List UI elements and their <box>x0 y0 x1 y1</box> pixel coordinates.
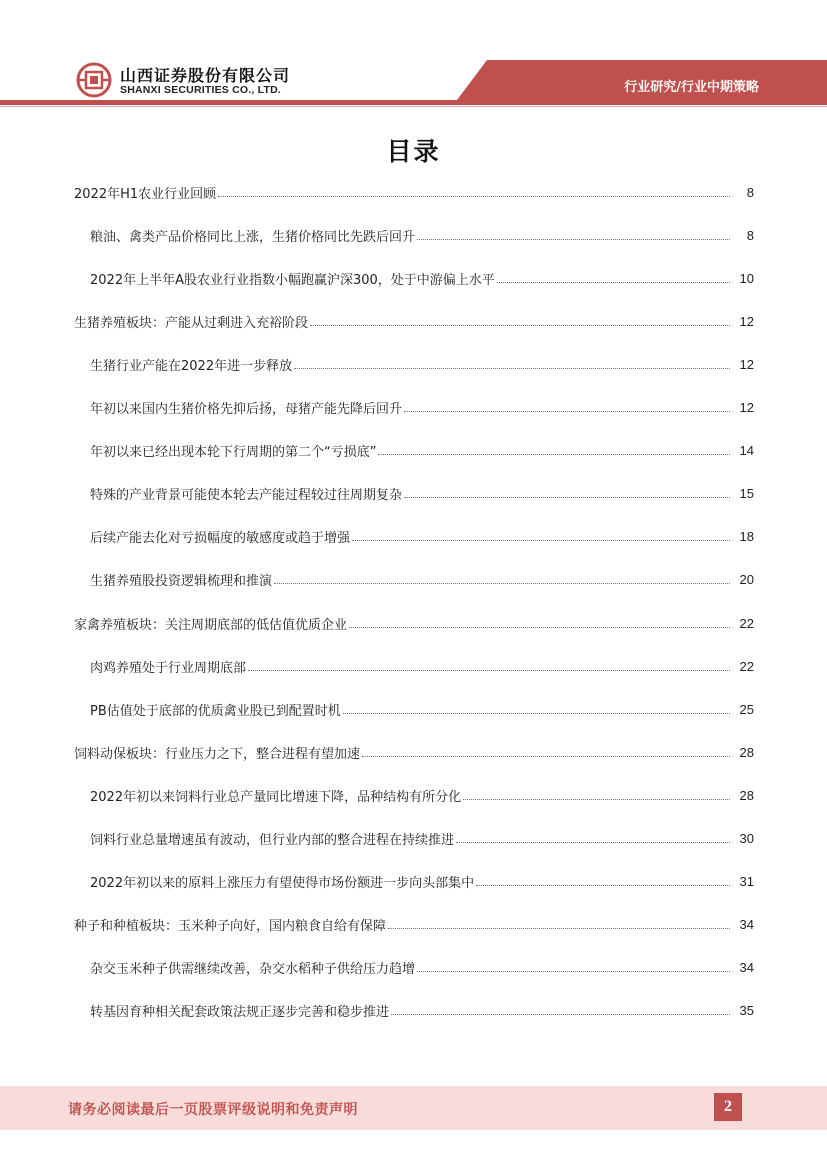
toc-entry-title: 2022年上半年A股农业行业指数小幅跑赢沪深300，处于中游偏上水平 <box>90 272 495 288</box>
toc-dot-leader <box>294 368 730 369</box>
toc-subsection-entry[interactable] <box>74 441 754 461</box>
toc-dot-leader <box>343 713 730 714</box>
report-type-label: 行业研究/行业中期策略 <box>624 80 759 95</box>
toc-entry-title: 饲料动保板块：行业压力之下，整合进程有望加速 <box>74 746 361 762</box>
toc-entry-title: 转基因育种相关配套政策法规正逐步完善和稳步推进 <box>90 1005 390 1021</box>
toc-dot-leader <box>497 282 730 283</box>
toc-section-entry[interactable] <box>74 613 754 633</box>
toc-page-number: 10 <box>739 270 754 286</box>
toc-subsection-entry[interactable] <box>74 225 754 245</box>
toc-dot-leader <box>404 411 730 412</box>
toc-page-number: 25 <box>739 701 754 717</box>
toc-subsection-entry[interactable] <box>74 872 754 892</box>
toc-page-number: 20 <box>739 572 754 588</box>
toc-section-entry[interactable] <box>74 915 754 935</box>
toc-page-number: 31 <box>739 874 754 890</box>
toc-page-number: 12 <box>739 400 754 415</box>
header-divider <box>0 100 827 105</box>
toc-entry-title: 种子和种植板块：玉米种子向好，国内粮食自给有保障 <box>74 919 387 935</box>
toc-dot-leader <box>456 842 730 843</box>
toc-page-number: 28 <box>739 787 754 803</box>
toc-dot-leader <box>310 325 730 326</box>
toc-page-number: 34 <box>739 960 754 976</box>
toc-entry-title: 生猪行业产能在2022年进一步释放 <box>90 358 293 374</box>
toc-entry-title: 肉鸡养殖处于行业周期底部 <box>90 660 247 676</box>
company-logo-icon <box>76 62 112 98</box>
toc-subsection-entry[interactable] <box>74 484 754 504</box>
toc-subsection-entry[interactable] <box>74 570 754 590</box>
header-divider-thin <box>0 106 827 107</box>
toc-entry-title: 饲料行业总量增速虽有波动，但行业内部的整合进程在持续推进 <box>90 833 455 848</box>
toc-entry-title: 生猪养殖股投资逻辑梳理和推演 <box>90 574 273 590</box>
toc-subsection-entry[interactable] <box>74 958 754 978</box>
toc-page-number: 8 <box>746 227 754 243</box>
toc-page-number: 28 <box>739 744 754 760</box>
toc-dot-leader <box>417 239 730 240</box>
page-header <box>0 0 827 110</box>
toc-subsection-entry[interactable] <box>74 354 754 374</box>
toc-dot-leader <box>476 885 730 886</box>
toc-page-number: 22 <box>739 658 754 674</box>
toc-dot-leader <box>391 1014 730 1015</box>
toc-entry-title: 2022年初以来的原料上涨压力有望使得市场份额进一步向头部集中 <box>90 876 475 892</box>
toc-dot-leader <box>463 799 730 800</box>
toc-page-number: 12 <box>739 313 754 329</box>
toc-entry-title: 生猪养殖板块：产能从过剩进入充裕阶段 <box>74 315 309 331</box>
toc-page-number: 30 <box>739 831 754 846</box>
toc-dot-leader <box>248 670 730 671</box>
toc-subsection-entry[interactable] <box>74 785 754 805</box>
disclaimer-text: 请务必阅读最后一页股票评级说明和免责声明 <box>68 1102 358 1118</box>
toc-subsection-entry[interactable] <box>74 268 754 288</box>
toc-dot-leader <box>362 756 730 757</box>
toc-dot-leader <box>274 583 730 584</box>
toc-entry-title: 粮油、禽类产品价格同比上涨，生猪价格同比先跌后回升 <box>90 229 416 245</box>
toc-entry-title: 2022年H1农业行业回顾 <box>74 186 217 202</box>
toc-subsection-entry[interactable] <box>74 829 754 849</box>
toc-entry-title: PB估值处于底部的优质禽业股已到配置时机 <box>90 703 341 719</box>
company-name-cn: 山西证券股份有限公司 <box>120 66 291 85</box>
toc-entry-title: 年初以来国内生猪价格先抑后扬，母猪产能先降后回升 <box>90 402 403 417</box>
page-title: 目录 <box>386 137 441 166</box>
toc-dot-leader <box>388 928 730 929</box>
toc-subsection-entry[interactable] <box>74 699 754 719</box>
toc-entry-title: 后续产能去化对亏损幅度的敏感度或趋于增强 <box>90 531 351 547</box>
toc-subsection-entry[interactable] <box>74 656 754 676</box>
page-number-badge: 2 <box>714 1093 742 1121</box>
toc-page-number: 35 <box>739 1003 754 1019</box>
toc-dot-leader <box>218 196 730 197</box>
company-name-en: SHANXI SECURITIES CO., LTD. <box>120 84 281 96</box>
toc-entry-title: 2022年初以来饲料行业总产量同比增速下降，品种结构有所分化 <box>90 789 462 805</box>
toc-page-number: 14 <box>739 443 754 459</box>
toc-subsection-entry[interactable] <box>74 1001 754 1021</box>
toc-dot-leader <box>378 454 730 455</box>
toc-dot-leader <box>417 971 730 972</box>
toc-section-entry[interactable] <box>74 311 754 331</box>
toc-page-number: 15 <box>739 486 754 502</box>
toc-page-number: 12 <box>739 356 754 372</box>
toc-section-entry[interactable] <box>74 182 754 202</box>
toc-dot-leader <box>352 540 730 541</box>
toc-subsection-entry[interactable] <box>74 398 754 418</box>
toc-section-entry[interactable] <box>74 742 754 762</box>
toc-subsection-entry[interactable] <box>74 527 754 547</box>
toc-entry-title: 杂交玉米种子供需继续改善，杂交水稻种子供给压力趋增 <box>90 962 416 978</box>
toc-page-number: 18 <box>739 529 754 545</box>
toc-entry-title: 家禽养殖板块：关注周期底部的低估值优质企业 <box>74 617 348 633</box>
toc-dot-leader <box>404 497 730 498</box>
toc-entry-title: 特殊的产业背景可能使本轮去产能过程较过往周期复杂 <box>90 488 403 504</box>
toc-dot-leader <box>349 627 730 628</box>
toc-page-number: 8 <box>746 184 754 200</box>
toc-page-number: 22 <box>739 615 754 631</box>
toc-entry-title: 年初以来已经出现本轮下行周期的第二个“亏损底” <box>90 445 377 461</box>
toc-page-number: 34 <box>739 917 754 933</box>
